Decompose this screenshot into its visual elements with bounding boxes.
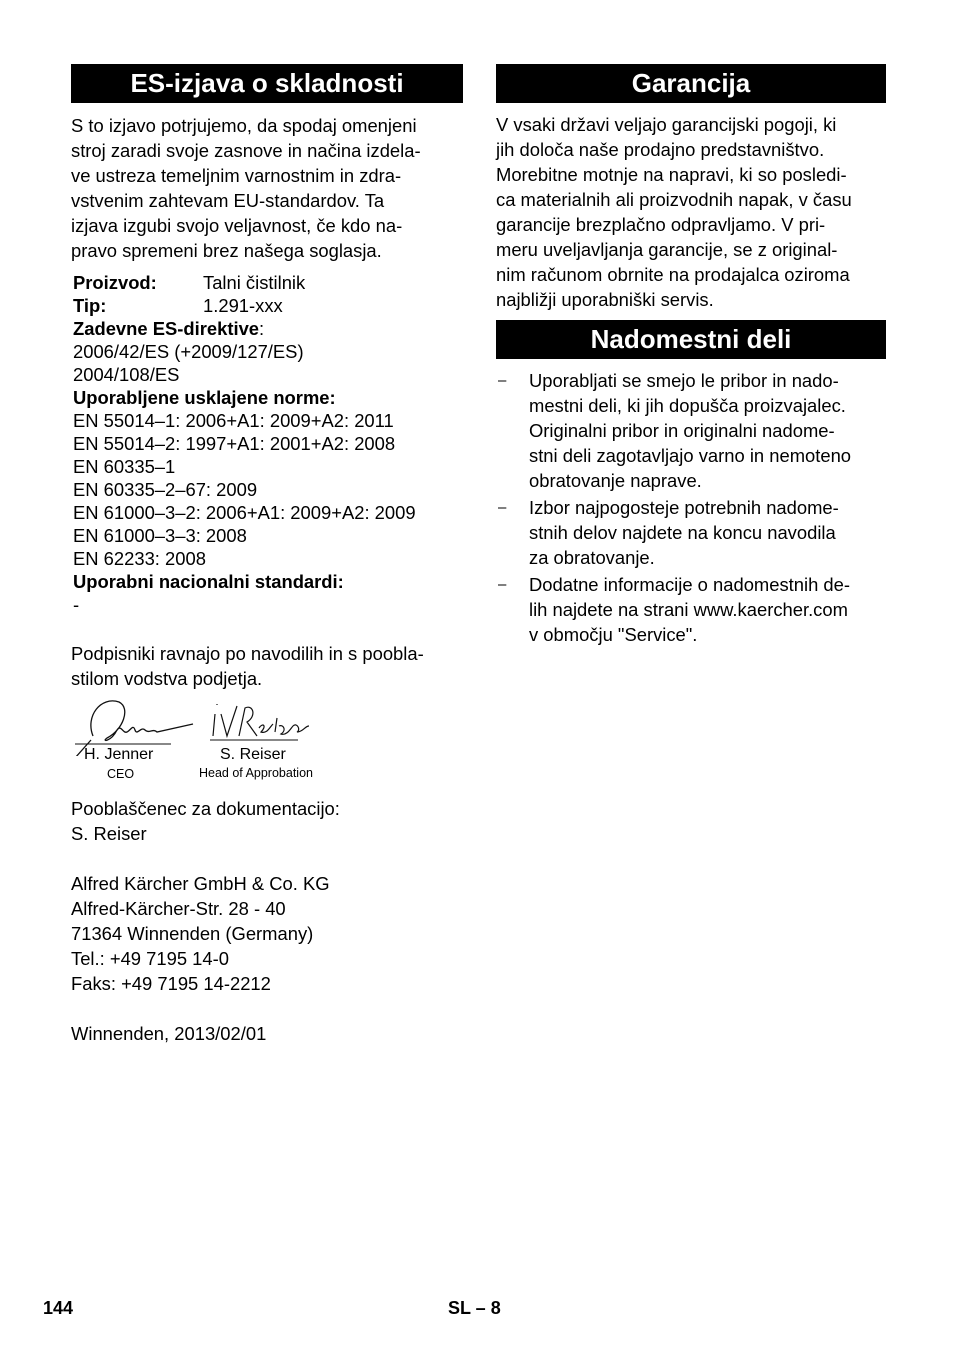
intro-line: S to izjavo potrjujemo, da spodaj omenjeni — [71, 115, 417, 136]
jenner-name: H. Jenner — [84, 746, 154, 763]
intro-line: pravo spremeni brez našega soglasja. — [71, 240, 382, 261]
intro-line: izjava izgubi svojo veljavnost, če kdo na- — [71, 215, 403, 236]
declaration-column — [71, 64, 463, 691]
list-line: stnih delov najdete na koncu navodila — [529, 522, 836, 543]
declaration-intro — [71, 113, 463, 263]
type-value: 1.291-xxx — [203, 295, 283, 316]
norm-item: EN 60335–1 — [73, 456, 176, 477]
address-line: Tel.: +49 7195 14-0 — [71, 948, 229, 969]
warranty-text — [496, 112, 886, 312]
directive-item: 2006/42/ES (+2009/127/ES) — [73, 341, 304, 362]
directives-label: Zadevne ES-direktive — [73, 318, 260, 339]
language-page-label: SL – 8 — [448, 1298, 501, 1318]
list-line: obratovanje naprave. — [529, 470, 702, 491]
norm-item: EN 61000–3–3: 2008 — [73, 525, 247, 546]
list-item-text — [529, 368, 886, 493]
warranty-line: garancije brezplačno odpravljamo. V pri- — [496, 214, 826, 235]
warranty-line: najbližji uporabniški servis. — [496, 289, 714, 310]
type-label: Tip: — [73, 295, 107, 316]
norm-item: EN 61000–3–2: 2006+A1: 2009+A2: 2009 — [73, 502, 416, 523]
list-line: Originalni pribor in originalni nadome- — [529, 420, 835, 441]
address-line: Alfred Kärcher GmbH & Co. KG — [71, 873, 330, 894]
list-item — [496, 572, 886, 647]
documentation-name: S. Reiser — [71, 823, 147, 844]
signers-note — [71, 641, 463, 691]
place-date: Winnenden, 2013/02/01 — [71, 1023, 267, 1044]
address-line: Faks: +49 7195 14-2212 — [71, 973, 271, 994]
warranty-line: jih določa naše prodajno predstavništvo. — [496, 139, 825, 160]
list-line: lih najdete na strani www.kaercher.com — [529, 599, 848, 620]
jenner-role: CEO — [107, 767, 135, 781]
list-item-text — [529, 495, 886, 570]
reiser-signature — [213, 704, 309, 736]
reiser-role: Head of Approbation — [199, 766, 313, 780]
declaration-heading: ES-izjava o skladnosti — [71, 64, 463, 103]
signers-line: stilom vodstva podjetja. — [71, 668, 263, 689]
list-item-text — [529, 572, 886, 647]
list-line: Dodatne informacije o nadomestnih de- — [529, 574, 851, 595]
reiser-name: S. Reiser — [220, 746, 286, 763]
norms-heading: Uporabljene usklajene norme: — [73, 387, 336, 408]
norm-item: EN 55014–2: 1997+A1: 2001+A2: 2008 — [73, 433, 396, 454]
list-item — [496, 495, 886, 570]
product-label: Proizvod: — [73, 272, 157, 293]
list-item — [496, 368, 886, 493]
national-value: - — [73, 594, 80, 615]
warranty-column — [496, 64, 886, 649]
dash-icon: – — [498, 576, 507, 593]
norm-item: EN 60335–2–67: 2009 — [73, 479, 258, 500]
intro-line: vstvenim zahtevam EU-standardov. Ta — [71, 190, 385, 211]
list-line: v območju "Service". — [529, 624, 698, 645]
signers-line: Podpisniki ravnajo po navodilih in s poobla- — [71, 643, 424, 664]
warranty-line: meru uveljavljanja garancije, se z original- — [496, 239, 838, 260]
directive-item: 2004/108/ES — [73, 364, 180, 385]
national-heading: Uporabni nacionalni standardi: — [73, 571, 344, 592]
product-row — [73, 271, 463, 294]
intro-line: stroj zaradi svoje zasnove in načina izdela- — [71, 140, 421, 161]
documentation-label: Pooblaščenec za dokumentacijo: — [71, 798, 340, 819]
spare-parts-heading: Nadomestni deli — [496, 320, 886, 359]
list-line: mestni deli, ki jih dopušča proizvajalec. — [529, 395, 846, 416]
list-line: Izbor najpogosteje potrebnih nadome- — [529, 497, 839, 518]
company-block — [71, 796, 463, 1046]
dash-icon: – — [498, 499, 507, 516]
dash-icon: – — [498, 372, 507, 389]
list-line: Uporabljati se smejo le pribor in nado- — [529, 370, 839, 391]
product-value: Talni čistilnik — [203, 272, 306, 293]
address-line: Alfred-Kärcher-Str. 28 - 40 — [71, 898, 286, 919]
list-line: za obratovanje. — [529, 547, 655, 568]
directives-heading: Zadevne ES-direktive: — [73, 318, 265, 339]
norm-item: EN 62233: 2008 — [73, 548, 206, 569]
warranty-line: Morebitne motnje na napravi, ki so posledi- — [496, 164, 847, 185]
spare-parts-list — [496, 368, 886, 647]
address-line: 71364 Winnenden (Germany) — [71, 923, 314, 944]
norm-item: EN 55014–1: 2006+A1: 2009+A2: 2011 — [73, 410, 394, 431]
warranty-line: ca materialnih ali proizvodnih napak, v času — [496, 189, 852, 210]
page-number: 144 — [43, 1298, 74, 1318]
warranty-line: nim računom obrnite na prodajalca oziroma — [496, 264, 850, 285]
warranty-heading: Garancija — [496, 64, 886, 103]
intro-line: ve ustreza temeljnim varnostnim in zdra- — [71, 165, 402, 186]
list-line: stni deli zagotavljajo varno in nemoteno — [529, 445, 852, 466]
type-row — [73, 294, 463, 317]
signature-block — [71, 696, 371, 786]
spec-block — [71, 271, 463, 616]
warranty-line: V vsaki državi veljajo garancijski pogoji, ki — [496, 114, 837, 135]
